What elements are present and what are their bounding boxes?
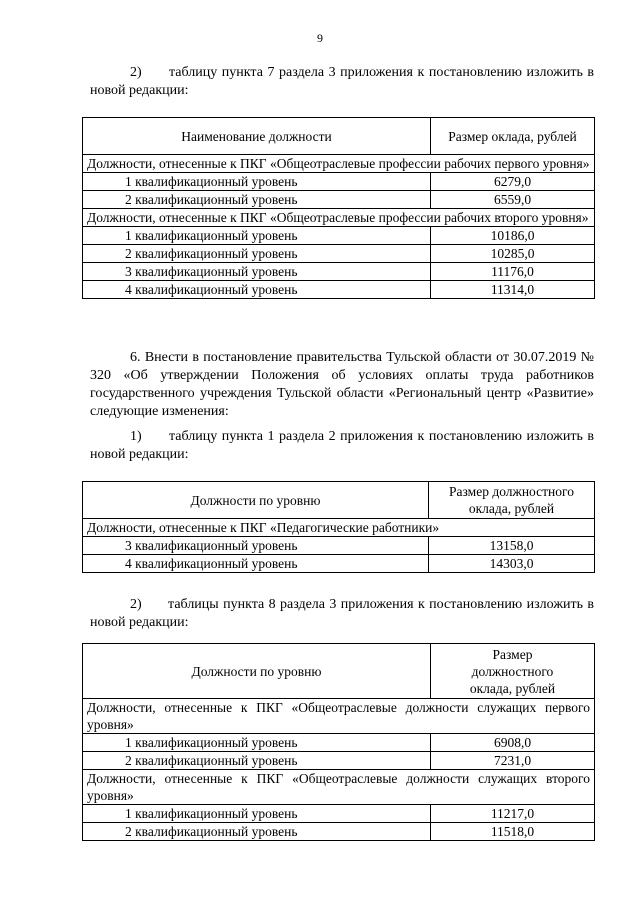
header-name: Наименование должности [83,118,431,155]
level-cell: 2 квалификационный уровень [83,245,431,263]
table-row [83,537,595,555]
group-title: Должности, отнесенные к ПКГ «Общеотраслевые профессии рабочих второго уровня» [83,209,595,227]
salary-table-3 [82,643,595,841]
group-title: Должности, отнесенные к ПКГ «Общеотраслевые должности служащих второго уровня» [83,770,595,805]
value-cell: 11217,0 [431,805,595,823]
group-title: Должности, отнесенные к ПКГ «Общеотраслевые профессии рабочих первого уровня» [83,155,595,173]
table-row [83,555,595,573]
header-name: Должности по уровню [83,644,431,699]
salary-table-2 [82,481,595,573]
group-row [83,209,595,227]
group-title: Должности, отнесенные к ПКГ «Общеотраслевые должности служащих первого уровня» [83,699,595,734]
table-row [83,227,595,245]
paragraph-table2-intro: 1) таблицу пункта 1 раздела 2 приложения к постановлению изложить в новой редакции: [90,429,594,462]
table-row [83,823,595,841]
value-cell: 13158,0 [429,537,595,555]
header-value: Размер должностного оклада, рублей [431,644,595,699]
salary-table-1 [82,117,595,299]
header-name: Должности по уровню [83,482,429,519]
level-cell: 2 квалификационный уровень [83,191,431,209]
value-cell: 6908,0 [431,734,595,752]
group-row [83,699,595,734]
paragraph-table1-intro: 2) таблицу пункта 7 раздела 3 приложения к постановлению изложить в новой редакции: [90,65,594,98]
table-row [83,173,595,191]
table-row [83,263,595,281]
value-cell: 11518,0 [431,823,595,841]
table-header-row [83,644,595,699]
value-cell: 6279,0 [431,173,595,191]
value-cell: 10186,0 [431,227,595,245]
table-row [83,734,595,752]
level-cell: 1 квалификационный уровень [83,805,431,823]
group-title: Должности, отнесенные к ПКГ «Педагогические работники» [83,519,595,537]
value-cell: 6559,0 [431,191,595,209]
header-value: Размер оклада, рублей [431,118,595,155]
paragraph-item-6: 6. Внести в постановление правительства Тульской области от 30.07.2019 № 320 «Об утверждении Положения об условиях оплаты труда работников государственного учреждения Тульской области «Региональный центр «Развитие» следующие изменения: [90,350,594,419]
header-value: Размер должностного оклада, рублей [429,482,595,519]
level-cell: 4 квалификационный уровень [83,281,431,299]
group-row [83,519,595,537]
level-cell: 1 квалификационный уровень [83,173,431,191]
table-row [83,281,595,299]
table-row [83,191,595,209]
group-row [83,770,595,805]
level-cell: 3 квалификационный уровень [83,263,431,281]
value-cell: 14303,0 [429,555,595,573]
level-cell: 3 квалификационный уровень [83,537,429,555]
level-cell: 2 квалификационный уровень [83,823,431,841]
table-row [83,245,595,263]
paragraph-table3-intro: 2) таблицы пункта 8 раздела 3 приложения к постановлению изложить в новой редакции: [90,597,594,630]
level-cell: 1 квалификационный уровень [83,734,431,752]
level-cell: 2 квалификационный уровень [83,752,431,770]
table-row [83,752,595,770]
value-cell: 10285,0 [431,245,595,263]
page-number: 9 [317,31,323,45]
level-cell: 4 квалификационный уровень [83,555,429,573]
table-row [83,805,595,823]
value-cell: 11314,0 [431,281,595,299]
group-row [83,155,595,173]
value-cell: 11176,0 [431,263,595,281]
level-cell: 1 квалификационный уровень [83,227,431,245]
table-header-row [83,118,595,155]
table-header-row [83,482,595,519]
value-cell: 7231,0 [431,752,595,770]
